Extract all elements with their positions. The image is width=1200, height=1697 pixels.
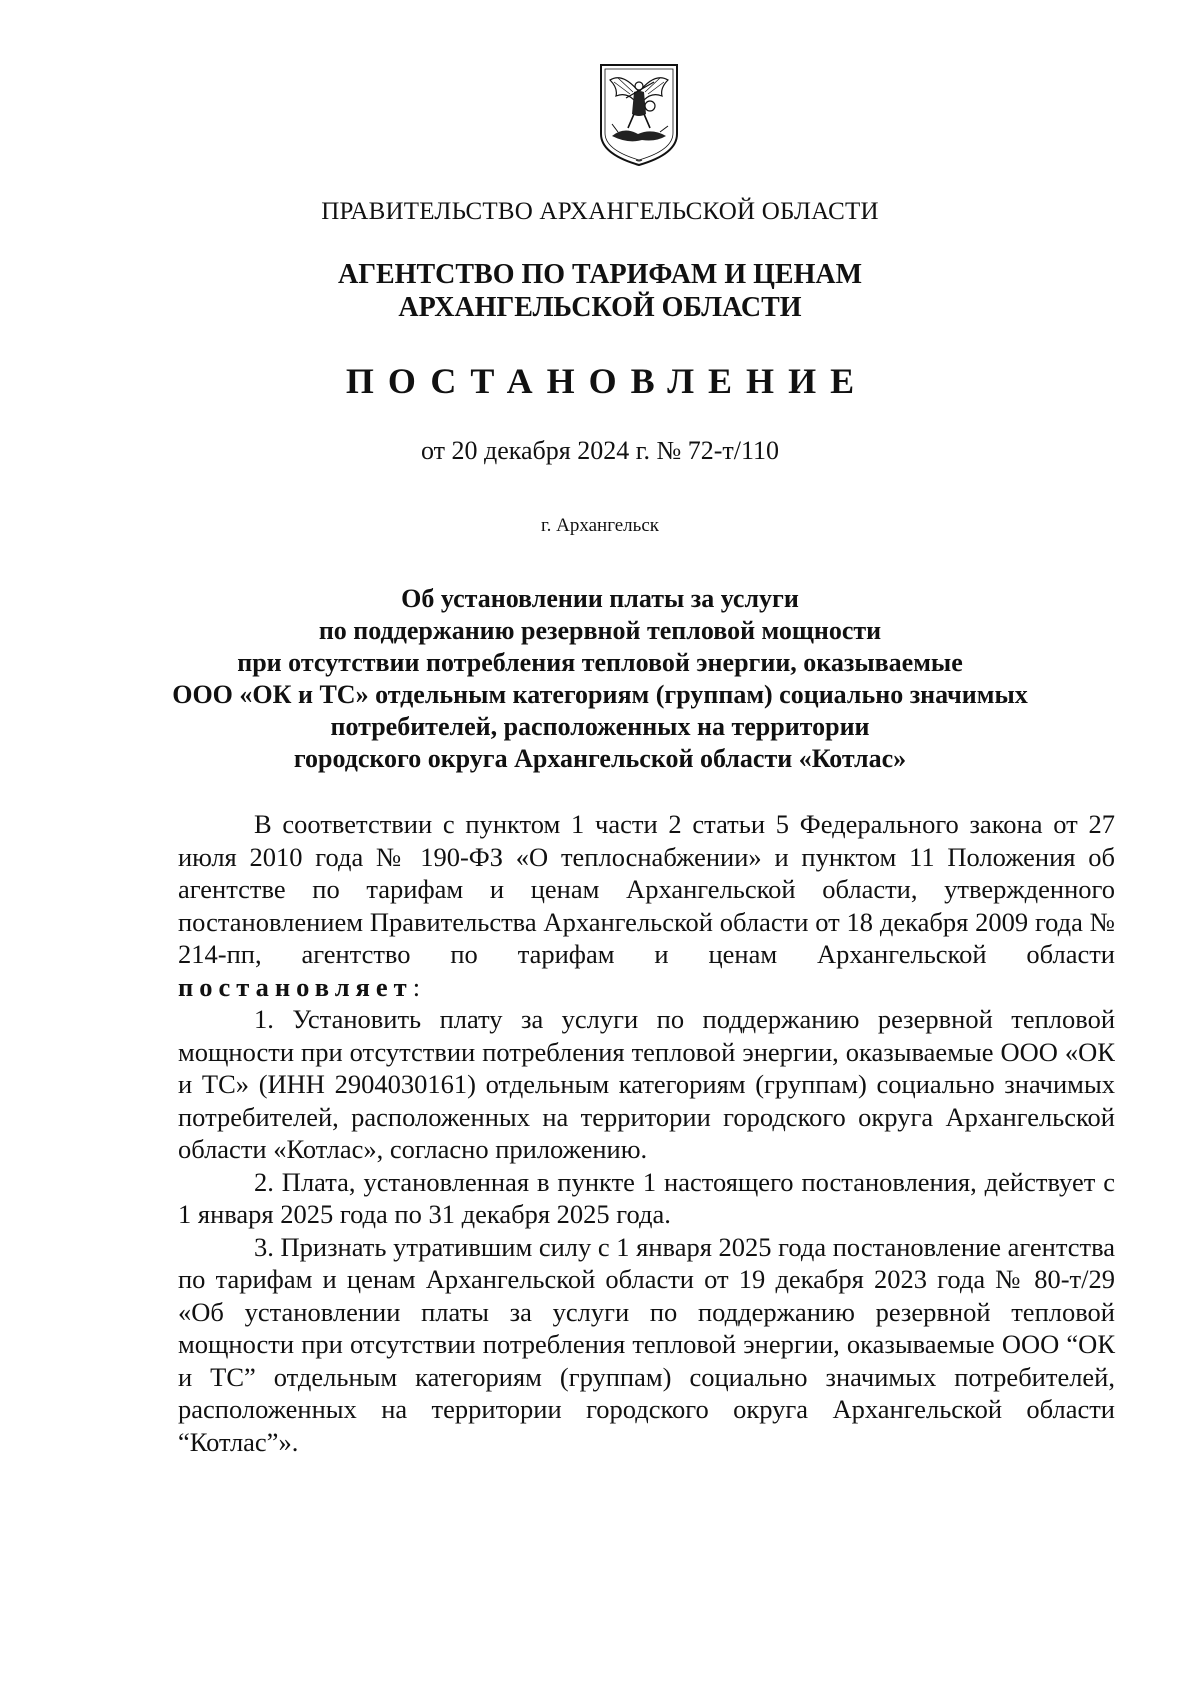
agency-name-line-1: АГЕНТСТВО ПО ТАРИФАМ И ЦЕНАМ: [337, 259, 863, 290]
decrees-word: постановляет: [178, 971, 413, 1002]
agency-name-line-2: АРХАНГЕЛЬСКОЙ ОБЛАСТИ: [398, 292, 802, 323]
document-type: ПОСТАНОВЛЕНИЕ: [345, 361, 869, 401]
subject-line: ООО «ОК и ТС» отдельным категориям (группам) социально значимых: [172, 680, 1028, 709]
arkhangelsk-coat-of-arms-icon: [598, 62, 680, 168]
preamble-paragraph: [178, 808, 1115, 1003]
preamble-text: В соответствии с пунктом 1 части 2 статьи 5 Федерального закона от 27 июля 2010 года № 190-ФЗ «О теплоснабжении» и пунктом 11 Положения об агентстве по тарифам и ценам Архангельской области, утвержденного постановлением Правительства Архангельской области от 18 декабря 2009 года № 214-пп, агентство по тарифам и ценам Архангельской области: [178, 809, 1115, 969]
document-subject: [0, 583, 1200, 775]
item-3-paragraph: 3. Признать утратившим силу с 1 января 2025 года постановление агентства по тарифам и ценам Архангельской области от 19 декабря 2023 года № 80-т/29 «Об установлении платы за услуги по поддержанию резервной тепловой мощности при отсутствии потребления тепловой энергии, оказываемые ООО “ОК и ТС” отдельным категориям (группам) социально значимых потребителей, расположенных на территории городского округа Архангельской области “Котлас”».: [178, 1231, 1115, 1457]
subject-line: Об установлении платы за услуги: [401, 584, 799, 613]
document-date-number: от 20 декабря 2024 г. № 72-т/110: [420, 436, 780, 465]
agency-name: [0, 258, 1200, 324]
decrees-colon: :: [412, 971, 421, 1002]
item-2-paragraph: 2. Плата, установленная в пункте 1 настоящего постановления, действует с 1 января 2025 года по 31 декабря 2025 года.: [178, 1166, 1115, 1229]
document-body: [178, 808, 1115, 1458]
document-city: г. Архангельск: [540, 515, 659, 536]
subject-line: потребителей, расположенных на территории: [330, 712, 870, 741]
government-name: ПРАВИТЕЛЬСТВО АРХАНГЕЛЬСКОЙ ОБЛАСТИ: [321, 198, 879, 225]
subject-line: по поддержанию резервной тепловой мощности: [318, 616, 882, 645]
item-1-paragraph: 1. Установить плату за услуги по поддержанию резервной тепловой мощности при отсутствии потребления тепловой энергии, оказываемые ООО «ОК и ТС» (ИНН 2904030161) отдельным категориям (группам) социально значимых потребителей, расположенных на территории городского округа Архангельской области «Котлас», согласно приложению.: [178, 1004, 1115, 1164]
subject-line: городского округа Архангельской области «Котлас»: [293, 744, 907, 773]
subject-line: при отсутствии потребления тепловой энергии, оказываемые: [237, 648, 963, 677]
